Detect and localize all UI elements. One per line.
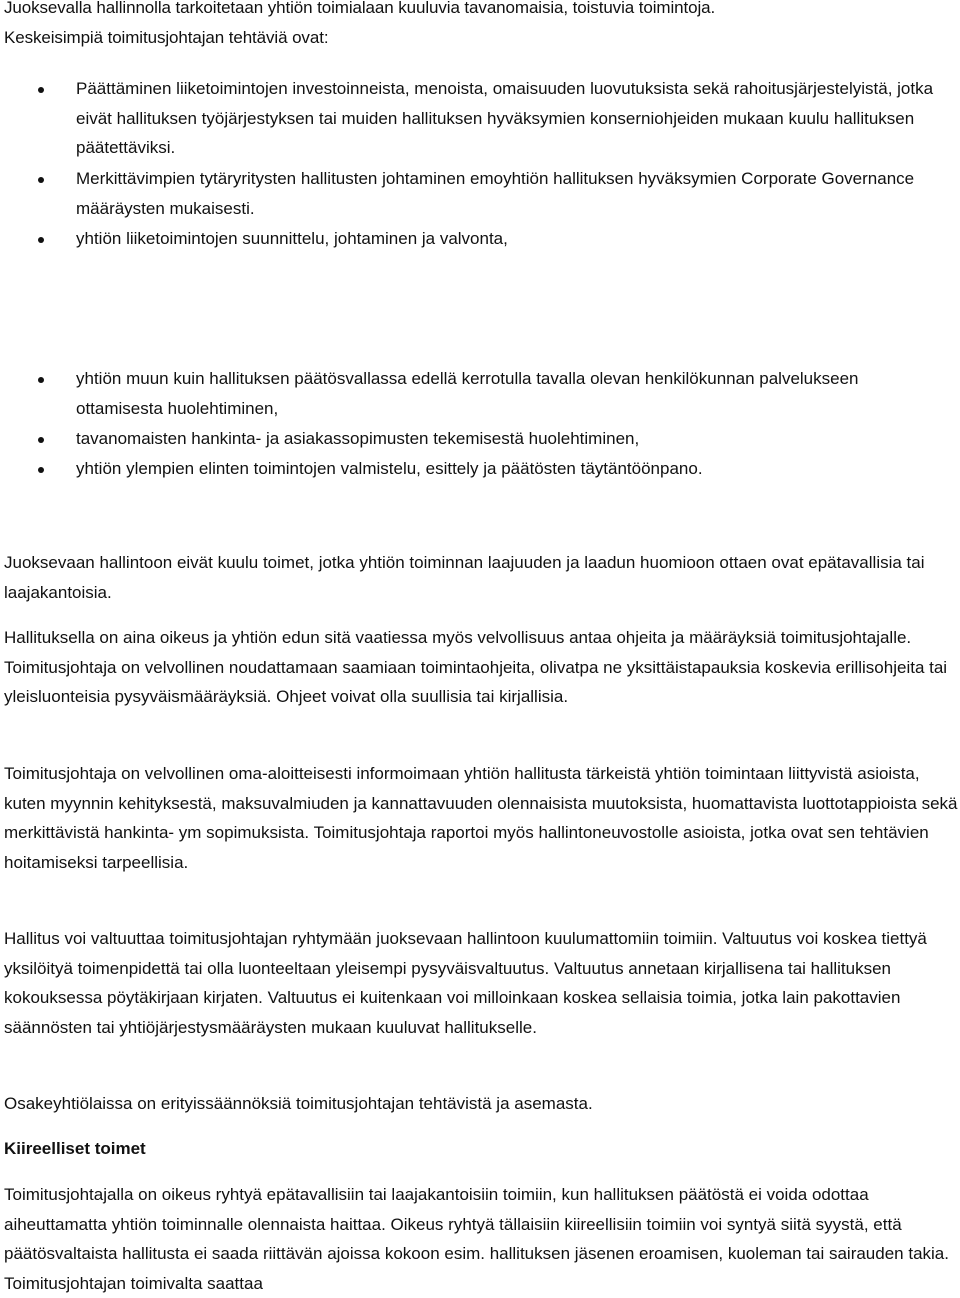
bullet-icon [38, 87, 44, 93]
list-item-text: Päättäminen liiketoimintojen investoinneista, menoista, omaisuuden luovutuksista sekä rahoitusjärjestelyistä, jotka eivät hallituksen työjärjestyksen tai muiden hallituksen hyväksymien konserniohjeiden mukaan kuulu hallituksen päätettäviksi. [76, 79, 934, 158]
paragraph: Hallitus voi valtuuttaa toimitusjohtajan ryhtymään juoksevaan hallintoon kuulumattomiin toimiin. Valtuutus voi koskea tiettyä yksilöityä toimenpidettä tai olla luonteeltaan yleisempi pysyväisvaltuutus. Valtuutus annetaan kirjallisena tai hallituksen kokouksessa pöytäkirjaan kirjaten. Valtuutus ei kuitenkaan voi milloinkaan koskea sellaisia toimia, jotka lain pakottavien säännösten tai yhtiöjärjestysmääräysten mukaan kuuluvat hallitukselle. [4, 929, 927, 1037]
bullet-icon [38, 377, 44, 383]
intro-line-2: Keskeisimpiä toimitusjohtajan tehtäviä ovat: [4, 27, 329, 47]
list-item-text: Merkittävimpien tytäryritysten hallitusten johtaminen emoyhtiön hallituksen hyväksymien Corporate Governance määräysten mukaisesti. [76, 169, 915, 218]
intro-text [4, 0, 958, 52]
bullet-icon [38, 437, 44, 443]
list-item-text: yhtiön liiketoimintojen suunnittelu, johtaminen ja valvonta, [76, 229, 508, 248]
paragraph: Toimitusjohtajalla on oikeus ryhtyä epätavallisiin tai laajakantoisiin toimiin, kun hallituksen päätöstä ei voida odottaa aiheuttamatta yhtiön toiminnalle olennaista haittaa. Oikeus ryhtyä tällaisiin kiireellisiin toimiin voi syntyä siitä syystä, että päätösvaltaista hallitusta ei saada riittävän ajoissa kokoon esim. hallituksen jäsenen eroamisen, kuoleman tai sairauden takia. Toimitusjohtajan toimivalta saattaa [4, 1185, 949, 1293]
list-item-text: yhtiön muun kuin hallituksen päätösvallassa edellä kerrotulla tavalla olevan henkilökunnan palvelukseen ottamisesta huolehtiminen, [76, 369, 859, 418]
bullet-icon [38, 467, 44, 473]
list-item-text: tavanomaisten hankinta- ja asiakassopimusten tekemisestä huolehtiminen, [76, 429, 640, 448]
bullet-icon [38, 237, 44, 243]
bullet-icon [38, 177, 44, 183]
section-heading: Kiireelliset toimet [4, 1139, 146, 1158]
paragraph: Osakeyhtiölaissa on erityissäännöksiä toimitusjohtajan tehtävistä ja asemasta. [4, 1094, 593, 1113]
paragraph: Juoksevaan hallintoon eivät kuulu toimet, jotka yhtiön toiminnan laajuuden ja laadun huomioon ottaen ovat epätavallisia tai laajakantoisia. [4, 553, 925, 602]
paragraph: Hallituksella on aina oikeus ja yhtiön edun sitä vaatiessa myös velvollisuus antaa ohjeita ja määräyksiä toimitusjohtajalle. Toimitusjohtaja on velvollinen noudattamaan saamiaan toimintaohjeita, olivatpa ne yksittäistapauksia koskevia erillisohjeita tai yleisluonteisia pysyväismääräyksiä. Ohjeet voivat olla suullisia tai kirjallisia. [4, 628, 948, 707]
paragraph: Toimitusjohtaja on velvollinen oma-aloitteisesti informoimaan yhtiön hallitusta tärkeistä yhtiön toimintaan liittyvistä asioista, kuten myynnin kehityksestä, maksuvalmiuden ja kannattavuuden olennaisista muutoksista, huomattavista luottotappioista sekä merkittävistä hankinta- ym sopimuksista. Toimitusjohtaja raportoi myös hallintoneuvostolle asioista, jotka ovat sen tehtävien hoitamiseksi tarpeellisia. [4, 764, 958, 872]
list-item-text: yhtiön ylempien elinten toimintojen valmistelu, esittely ja päätösten täytäntöönpano. [76, 459, 703, 478]
intro-line-1: Juoksevalla hallinnolla tarkoitetaan yhtiön toimialaan kuuluvia tavanomaisia, toistuvia toimintoja. [4, 0, 716, 17]
